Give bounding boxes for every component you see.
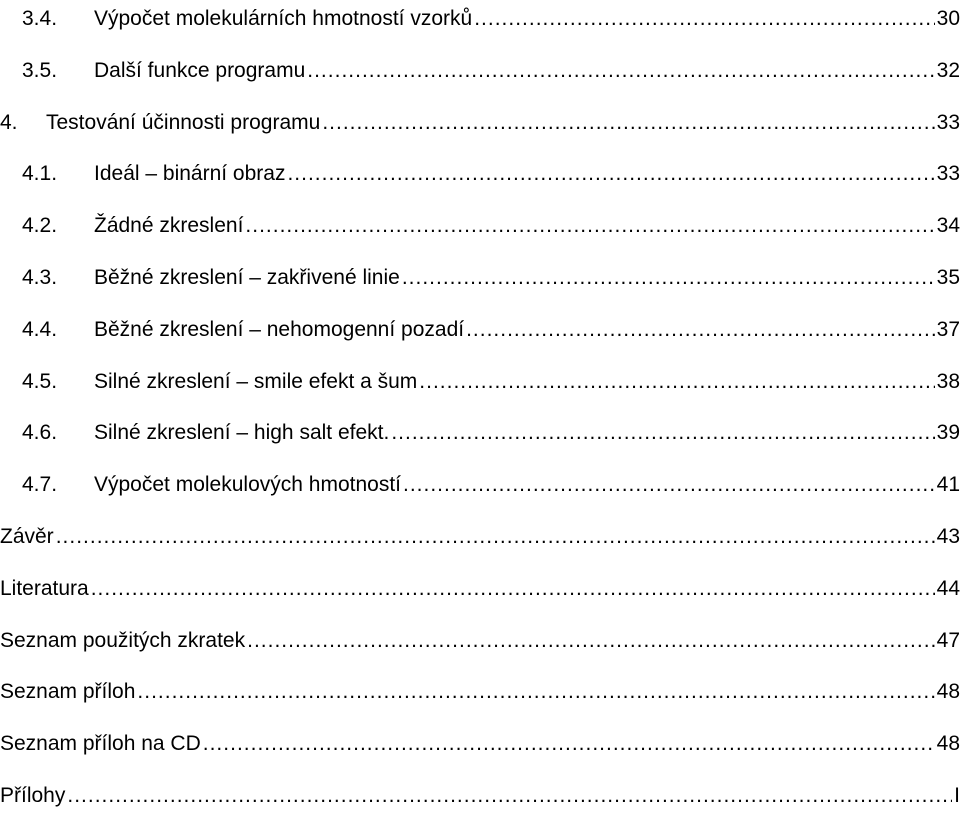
toc-dot-leader: [67, 785, 952, 806]
toc-entry-title: Seznam příloh na CD: [0, 732, 201, 756]
toc-entry[interactable]: [0, 155, 960, 207]
toc-entry-number: 3.5.: [22, 58, 58, 82]
toc-entry-page: 41: [936, 473, 960, 497]
toc-dot-leader: [307, 60, 934, 81]
toc-entry[interactable]: [0, 673, 960, 725]
toc-entry-page: 47: [936, 628, 960, 652]
toc-entry-title: Výpočet molekulárních hmotností vzorků: [94, 7, 473, 30]
toc-entry-page: 30: [936, 7, 960, 30]
toc-entry-number: 4.7.: [22, 473, 58, 497]
toc-dot-leader: [322, 112, 934, 133]
toc-entry-page: 34: [936, 214, 960, 238]
toc-entry-title: Literatura: [0, 576, 89, 600]
toc-dot-leader: [247, 630, 935, 651]
toc-dot-leader: [419, 371, 934, 392]
toc-entry[interactable]: [0, 52, 960, 104]
toc-dot-leader: [203, 733, 935, 754]
toc-dot-leader: [137, 681, 934, 702]
toc-dot-leader: [391, 422, 934, 443]
toc-entry-number: 4.5.: [22, 369, 58, 393]
toc-entry[interactable]: [0, 518, 960, 570]
toc-entry[interactable]: [0, 259, 960, 311]
toc-entry-title: Testování účinnosti programu: [46, 110, 321, 134]
toc-entry[interactable]: [0, 363, 960, 415]
toc-entry-page: 48: [936, 680, 960, 704]
toc-entry-page: 44: [936, 576, 960, 600]
toc-entry-number: 3.4.: [22, 7, 58, 30]
toc-entry-number: 4.6.: [22, 421, 58, 445]
toc-dot-leader: [56, 526, 935, 547]
toc-entry-number: 4.: [0, 110, 18, 134]
toc-entry-title: Závěr: [0, 524, 54, 548]
toc-entry-page: 43: [936, 524, 960, 548]
toc-entry-page: 39: [936, 421, 960, 445]
toc-dot-leader: [403, 474, 935, 495]
toc-entry[interactable]: [0, 0, 960, 52]
toc-entry-number: 4.3.: [22, 265, 58, 289]
toc-entry-number: 4.1.: [22, 162, 58, 186]
toc-entry[interactable]: [0, 777, 960, 829]
toc-entry-title: Seznam příloh: [0, 680, 136, 704]
toc-entry-number: 4.4.: [22, 317, 58, 341]
toc-dot-leader: [245, 215, 934, 236]
toc-entry-title: Žádné zkreslení: [94, 214, 244, 238]
toc-entry-title: Silné zkreslení – high salt efekt.: [94, 421, 390, 445]
toc-entry-page: 38: [936, 369, 960, 393]
toc-entry-page: 32: [936, 58, 960, 82]
toc-entry-title: Další funkce programu: [94, 58, 306, 82]
toc-entry-page: I: [954, 783, 960, 807]
toc-entry-title: Ideál – binární obraz: [94, 162, 286, 186]
toc-entry[interactable]: [0, 414, 960, 466]
toc-dot-leader: [474, 8, 934, 29]
toc-entry-number: 4.2.: [22, 214, 58, 238]
toc-entry[interactable]: [0, 466, 960, 518]
toc-entry-page: 48: [936, 732, 960, 756]
toc-dot-leader: [402, 267, 935, 288]
toc-entry[interactable]: [0, 570, 960, 622]
toc-dot-leader: [91, 578, 935, 599]
toc-entry-page: 33: [936, 110, 960, 134]
toc-entry[interactable]: [0, 311, 960, 363]
toc-entry[interactable]: [0, 622, 960, 674]
toc-dot-leader: [466, 319, 935, 340]
toc-entry-page: 37: [936, 317, 960, 341]
toc-entry-title: Seznam použitých zkratek: [0, 628, 246, 652]
toc-entry-title: Přílohy: [0, 783, 66, 807]
toc-entry[interactable]: [0, 104, 960, 156]
toc-entry-page: 35: [936, 265, 960, 289]
toc-entry-page: 33: [936, 162, 960, 186]
toc-entry-title: Běžné zkreslení – zakřivené linie: [94, 265, 400, 289]
toc-entry[interactable]: [0, 207, 960, 259]
toc-dot-leader: [287, 163, 934, 184]
toc-entry-title: Silné zkreslení – smile efekt a šum: [94, 369, 418, 393]
toc-entry[interactable]: [0, 725, 960, 777]
toc-entry-title: Výpočet molekulových hmotností: [94, 473, 401, 497]
toc-entry-title: Běžné zkreslení – nehomogenní pozadí: [94, 317, 465, 341]
